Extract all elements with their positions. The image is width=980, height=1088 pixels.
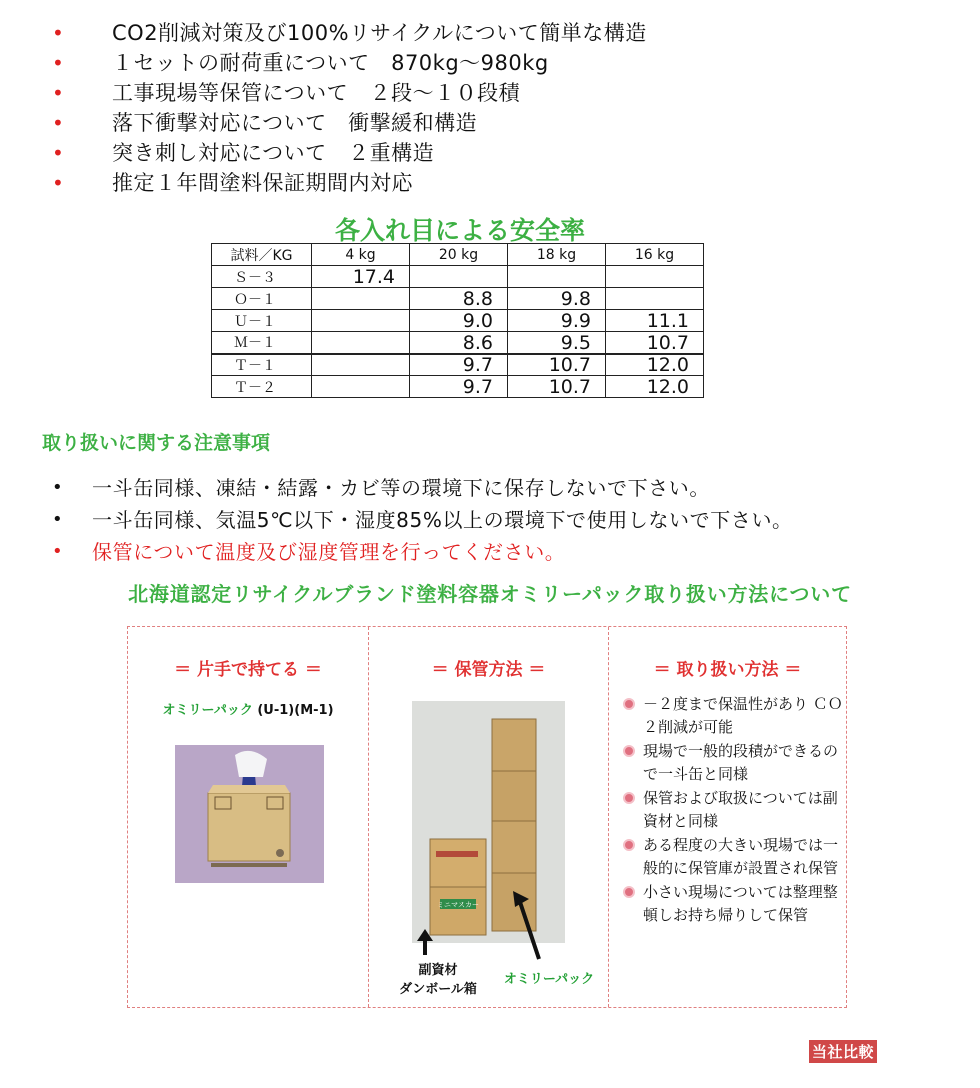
table-header: 18 kg [508, 244, 606, 266]
table-cell: 9.7 [410, 354, 508, 376]
comparison-badge: 当社比較 [809, 1040, 877, 1063]
table-cell: 9.8 [508, 288, 606, 310]
panel-column-carry [128, 627, 368, 1007]
table-cell: Ｕ－１ [212, 310, 312, 332]
circle-bullet-icon [623, 839, 635, 851]
table-header: 16 kg [606, 244, 704, 266]
column-title: ＝ 保管方法 ＝ [431, 660, 546, 680]
table-cell: 17.4 [312, 266, 410, 288]
list-item: 保管および取扱については副資材と同様 [623, 787, 843, 833]
table-cell [312, 332, 410, 354]
bullet-icon: • [52, 541, 63, 562]
table-cell: 9.5 [508, 332, 606, 354]
panel-column-handling [608, 627, 846, 1007]
bullet-icon: • [52, 111, 64, 135]
handling-title: 取り扱いに関する注意事項 [42, 432, 271, 454]
arrow-up-diagonal-icon [509, 885, 549, 965]
safety-factor-table [211, 243, 704, 398]
column-title: ＝ 片手で持てる ＝ [174, 660, 322, 680]
bullet-icon: • [52, 509, 63, 530]
bullet-icon: • [52, 171, 64, 195]
table-cell [312, 354, 410, 376]
bullet-icon: • [52, 477, 63, 498]
table-cell: 12.0 [606, 354, 704, 376]
table-cell: Ｏ－１ [212, 288, 312, 310]
table-cell [312, 288, 410, 310]
table-row [212, 266, 704, 288]
list-item: 小さい現場については整理整頓しお持ち帰りして保管 [623, 881, 843, 927]
table-row [212, 332, 704, 354]
table-cell: Ｔ－２ [212, 376, 312, 398]
table-cell [606, 266, 704, 288]
table-row [212, 310, 704, 332]
table-cell: 10.7 [508, 354, 606, 376]
safety-table-title: 各入れ目による安全率 [334, 216, 585, 245]
table-cell: Ｔ－１ [212, 354, 312, 376]
table-cell: 9.7 [410, 376, 508, 398]
table-cell: 10.7 [508, 376, 606, 398]
bullet-icon: • [52, 21, 64, 45]
table-cell [508, 266, 606, 288]
table-cell: 9.9 [508, 310, 606, 332]
box-hand-illustration [175, 745, 324, 883]
table-cell [312, 376, 410, 398]
circle-bullet-icon [623, 792, 635, 804]
table-cell [606, 288, 704, 310]
table-cell: 9.0 [410, 310, 508, 332]
table-cell: Ｓ－３ [212, 266, 312, 288]
table-cell: 10.7 [606, 332, 704, 354]
info-panel [127, 626, 847, 1008]
table-row [212, 354, 704, 376]
circle-bullet-icon [623, 886, 635, 898]
table-header: 4 kg [312, 244, 410, 266]
table-cell: 8.8 [410, 288, 508, 310]
table-cell: 8.6 [410, 332, 508, 354]
table-cell: Ｍ－１ [212, 332, 312, 354]
list-item: ある程度の大きい現場では一般的に保管庫が設置され保管 [623, 834, 843, 880]
table-cell [312, 310, 410, 332]
box-label: ミニマスカー [437, 901, 479, 909]
brand-title: 北海道認定リサイクルブランド塗料容器オミリーパック取り扱い方法について [128, 582, 852, 606]
table-header: 20 kg [410, 244, 508, 266]
circle-bullet-icon [623, 698, 635, 710]
handling-points [623, 693, 843, 928]
table-cell: 12.0 [606, 376, 704, 398]
bullet-icon: • [52, 51, 64, 75]
column-title: ＝ 取り扱い方法 ＝ [653, 660, 802, 680]
carry-photo [175, 745, 324, 883]
arrow-up-icon [415, 927, 435, 957]
table-header: 試料／KG [212, 244, 312, 266]
table-row [212, 288, 704, 310]
list-item: 現場で一般的段積ができるので一斗缶と同様 [623, 740, 843, 786]
table-header-row [212, 244, 704, 266]
table-cell: 11.1 [606, 310, 704, 332]
caption-omily-pack: オミリーパック [503, 972, 595, 987]
product-label: オミリーパック (U-1)(M-1) [162, 703, 334, 718]
table-cell [410, 266, 508, 288]
bullet-icon: • [52, 81, 64, 105]
circle-bullet-icon [623, 745, 635, 757]
panel-column-storage [368, 627, 608, 1007]
caption-cardboard: 副資材 ダンボール箱 [399, 963, 477, 997]
list-item: －２度まで保温性があり ＣＯ２削減が可能 [623, 693, 843, 739]
table-row [212, 376, 704, 398]
bullet-icon: • [52, 141, 64, 165]
